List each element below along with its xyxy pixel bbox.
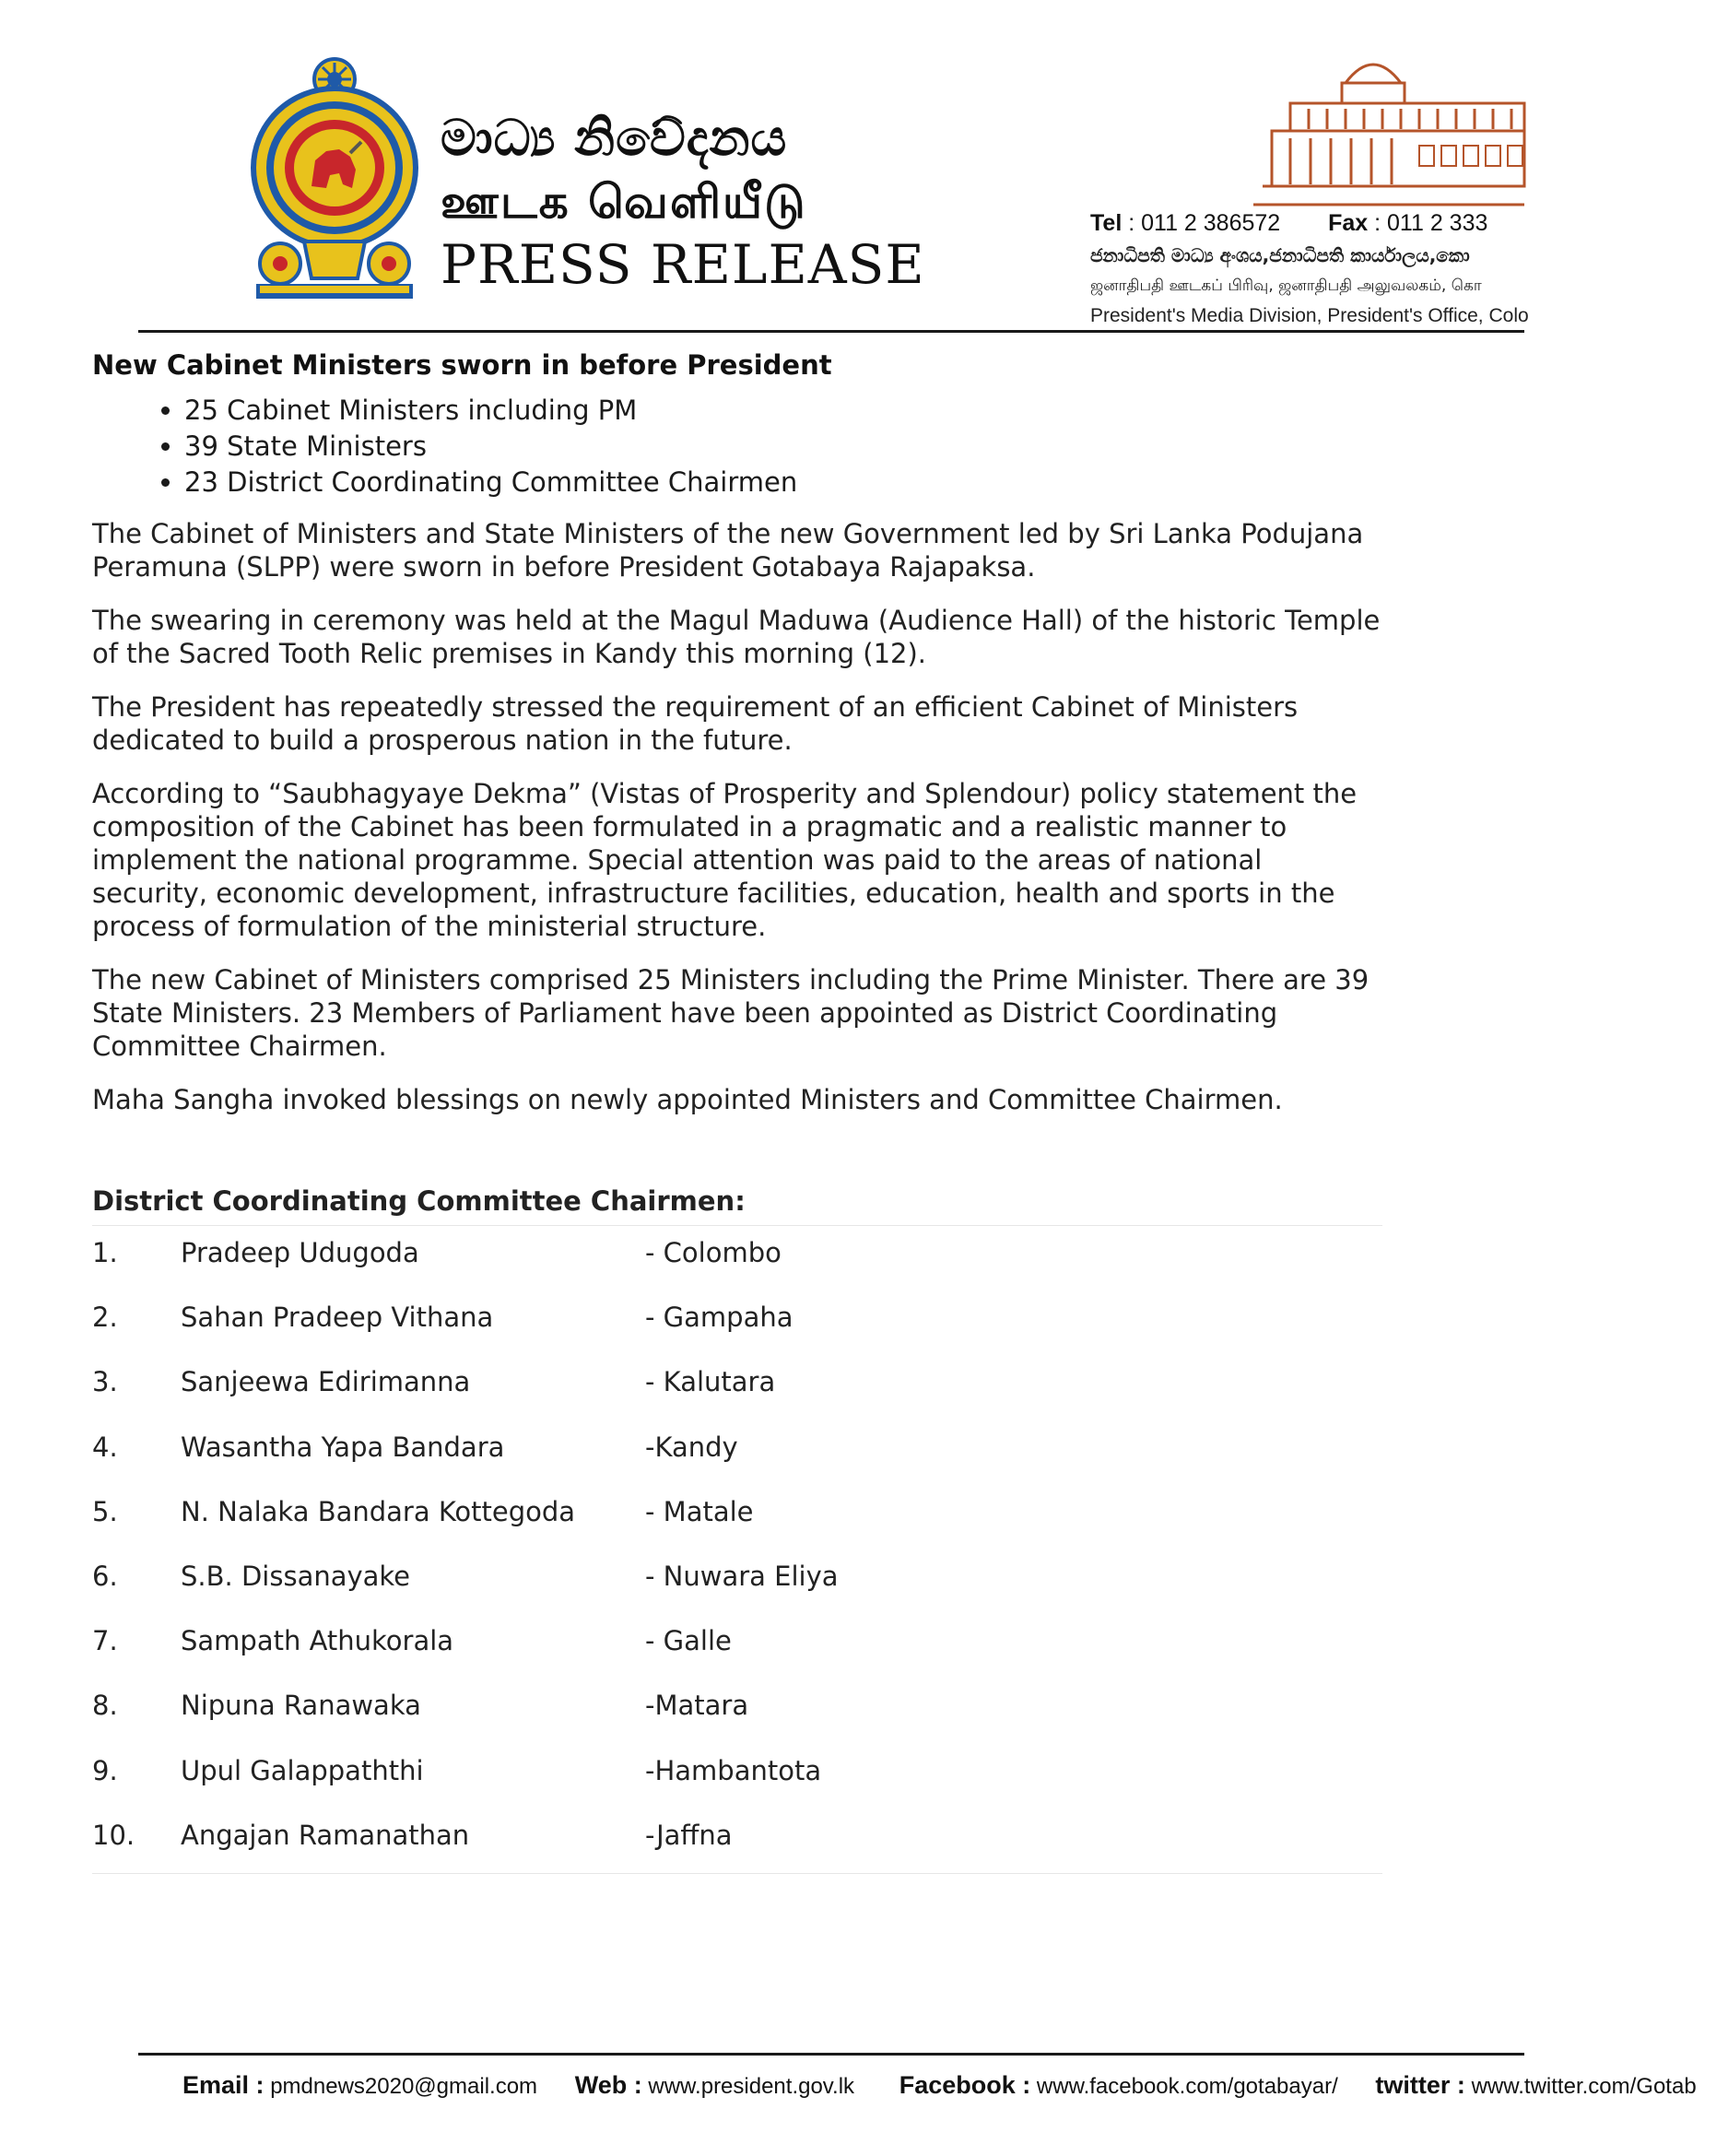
- title-tamil: ஊடக வெளியீடு: [441, 175, 807, 229]
- district-name: - Gampaha: [645, 1302, 793, 1334]
- article-headline: New Cabinet Ministers sworn in before President: [92, 349, 832, 381]
- item-number: 8.: [92, 1690, 118, 1722]
- twitter-label: twitter :: [1375, 2071, 1465, 2099]
- tel-value: : 011 2 386572: [1128, 210, 1281, 236]
- district-name: - Colombo: [645, 1237, 782, 1268]
- item-number: 9.: [92, 1754, 118, 1786]
- list-item: [92, 1226, 1382, 1290]
- twitter-link[interactable]: www.twitter.com/Gotab: [1471, 2074, 1697, 2099]
- chairman-name: Sahan Pradeep Vithana: [181, 1302, 494, 1334]
- item-number: 4.: [92, 1431, 118, 1463]
- district-name: - Matale: [645, 1495, 754, 1527]
- office-english: President's Media Division, President's Office, Colo: [1090, 305, 1529, 326]
- footer-email: [182, 2065, 537, 2107]
- district-name: -Kandy: [645, 1431, 738, 1463]
- web-label: Web :: [574, 2071, 642, 2099]
- bullet-item: • 23 District Coordinating Committee Chairmen: [184, 465, 1382, 501]
- list-item: [92, 1808, 1382, 1873]
- email-link[interactable]: pmdnews2020@gmail.com: [270, 2074, 538, 2099]
- chairman-name: Wasantha Yapa Bandara: [181, 1431, 505, 1463]
- table-bottom-border: [92, 1873, 1382, 1874]
- tel-fax-row: [1090, 206, 1524, 240]
- chairman-name: N. Nalaka Bandara Kottegoda: [181, 1495, 576, 1527]
- facebook-label: Facebook :: [899, 2071, 1031, 2099]
- paragraph: The new Cabinet of Ministers comprised 25 Ministers including the Prime Minister. There are 39 State Ministers. 23 Members of Parliament have been appointed as District Coordinating Committee Chairmen.: [92, 964, 1369, 1062]
- tel-label: Tel: [1090, 210, 1123, 236]
- paragraph: The swearing in ceremony was held at the Magul Maduwa (Audience Hall) of the historic Temple of the Sacred Tooth Relic premises in Kandy this morning (12).: [92, 605, 1381, 669]
- chairman-name: Sanjeewa Edirimanna: [181, 1366, 471, 1398]
- chairman-name: Nipuna Ranawaka: [181, 1690, 421, 1722]
- paragraph: Maha Sangha invoked blessings on newly appointed Ministers and Committee Chairmen.: [92, 1084, 1283, 1115]
- title-english: PRESS RELEASE: [441, 233, 925, 296]
- office-sinhala: ජනාධිපති මාධ්‍ය අංශය,ජනාධිපති කාර්යාලය,කො: [1090, 244, 1470, 266]
- paragraph: The Cabinet of Ministers and State Ministers of the new Government led by Sri Lanka Podujana Peramuna (SLPP) were sworn in before President Gotabaya Rajapaksa.: [92, 518, 1364, 583]
- item-number: 10.: [92, 1819, 135, 1851]
- press-release-title-block: [441, 106, 925, 296]
- chairman-name: S.B. Dissanayake: [181, 1560, 411, 1592]
- web-link[interactable]: www.president.gov.lk: [648, 2074, 855, 2099]
- item-number: 3.: [92, 1366, 118, 1398]
- list-item: [92, 1679, 1382, 1743]
- facebook-link[interactable]: www.facebook.com/gotabayar/: [1036, 2074, 1338, 2099]
- dcc-heading: District Coordinating Committee Chairmen:: [92, 1185, 746, 1217]
- district-name: -Hambantota: [645, 1754, 822, 1786]
- item-number: 6.: [92, 1560, 118, 1592]
- footer-web: [575, 2065, 854, 2107]
- item-number: 5.: [92, 1495, 118, 1527]
- list-item: [92, 1744, 1382, 1808]
- title-sinhala: මාධ්‍ය නිවේදනය: [441, 109, 788, 167]
- footer-facebook: [899, 2065, 1338, 2107]
- chairman-name: Angajan Ramanathan: [181, 1819, 470, 1851]
- footer-contact-bar: [182, 2065, 1697, 2107]
- footer-divider: [138, 2053, 1524, 2056]
- list-item: [92, 1420, 1382, 1485]
- email-label: Email :: [182, 2071, 264, 2099]
- paragraph: According to “Saubhagyaye Dekma” (Vistas of Prosperity and Splendour) policy statement the composition of the Cabinet has been formulated in a pragmatic and a realistic manner to implement the national programme. Special attention was paid to the areas of national security, economic development, infrastructure facilities, education, health and sports in the process of formulation of the ministerial structure.: [92, 778, 1358, 942]
- district-name: -Jaffna: [645, 1819, 733, 1851]
- list-item: [92, 1355, 1382, 1420]
- chairman-name: Upul Galappaththi: [181, 1754, 424, 1786]
- item-number: 2.: [92, 1302, 118, 1334]
- bullet-item: • 25 Cabinet Ministers including PM: [184, 393, 1382, 429]
- footer-twitter: [1375, 2065, 1696, 2107]
- fax-value: : 011 2 333: [1374, 210, 1488, 236]
- district-name: -Matara: [645, 1690, 749, 1722]
- fax-label: Fax: [1328, 210, 1369, 236]
- contact-block: [1090, 206, 1529, 332]
- district-name: - Galle: [645, 1625, 732, 1657]
- article-body: [92, 347, 1382, 1874]
- sri-lanka-emblem-icon: [247, 57, 422, 304]
- item-number: 1.: [92, 1237, 118, 1268]
- presidential-building-icon: [1253, 46, 1524, 212]
- list-item: [92, 1614, 1382, 1679]
- district-name: - Nuwara Eliya: [645, 1560, 839, 1592]
- list-item: [92, 1485, 1382, 1549]
- list-item: [92, 1290, 1382, 1355]
- paragraph: The President has repeatedly stressed the requirement of an efficient Cabinet of Ministers dedicated to build a prosperous nation in the future.: [92, 691, 1299, 756]
- dcc-chairmen-list: [92, 1226, 1382, 1873]
- bullet-item: • 39 State Ministers: [184, 429, 1382, 465]
- chairman-name: Pradeep Udugoda: [181, 1237, 419, 1268]
- office-tamil: ஜனாதிபதி ஊடகப் பிரிவு, ஜனாதிபதி அலுவலகம், கொ: [1090, 277, 1482, 295]
- chairman-name: Sampath Athukorala: [181, 1625, 454, 1657]
- item-number: 7.: [92, 1625, 118, 1657]
- list-item: [92, 1549, 1382, 1614]
- summary-bullets: [92, 393, 1382, 501]
- district-name: - Kalutara: [645, 1366, 776, 1398]
- header-divider: [138, 330, 1524, 333]
